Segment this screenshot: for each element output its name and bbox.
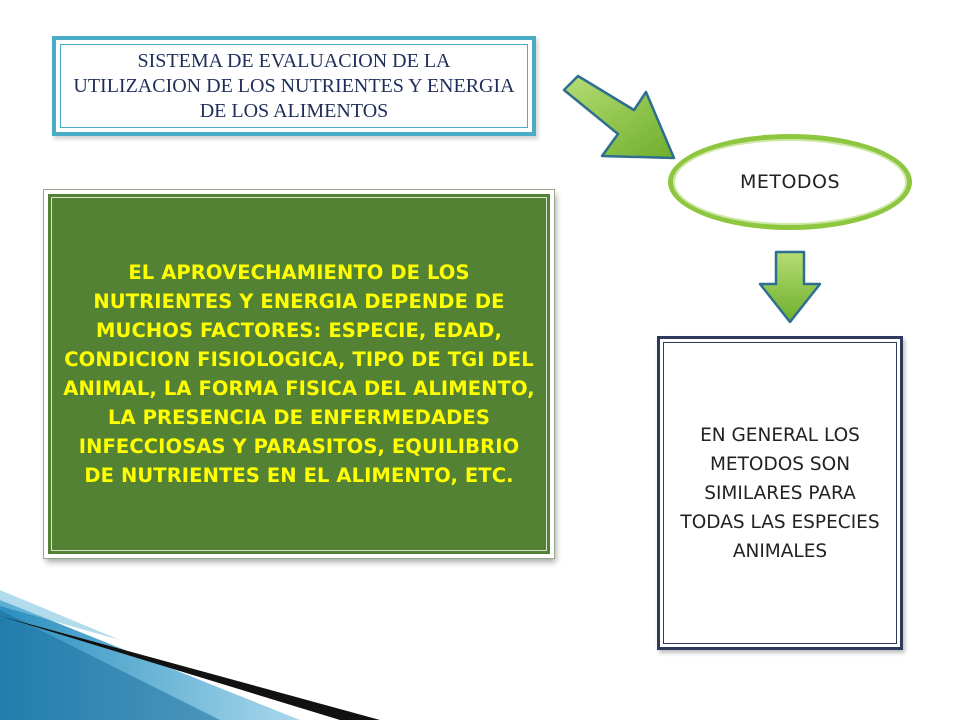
factors-box: [44, 190, 554, 558]
arrow-right-down-icon: [560, 72, 680, 166]
title-box: [52, 36, 536, 136]
title-text: SISTEMA DE EVALUACION DE LA UTILIZACION DE LOS NUTRIENTES Y ENERGIA DE LOS ALIMENTOS: [73, 49, 515, 122]
methods-text: METODOS: [739, 171, 841, 193]
corner-decoration: [0, 580, 380, 720]
general-methods-text: EN GENERAL LOS METODOS SON SIMILARES PARA TODAS LAS ESPECIES ANIMALES: [680, 424, 880, 562]
arrow-down-icon: [758, 250, 822, 324]
factors-text: EL APROVECHAMIENTO DE LOS NUTRIENTES Y ENERGIA DEPENDE DE MUCHOS FACTORES: ESPECIE, EDAD, CONDICION FISIOLOGICA, TIPO DE TGI DEL ANIMAL, LA FORMA FISICA DEL ALIMENTO, LA PRESENCIA DE ENFERMEDADES INFECCIOSAS Y PARASITOS, EQUILIBRIO DE NUTRIENTES EN EL ALIMENTO, ETC.: [63, 261, 535, 487]
general-methods-box: [657, 336, 903, 650]
methods-node: [668, 134, 912, 230]
